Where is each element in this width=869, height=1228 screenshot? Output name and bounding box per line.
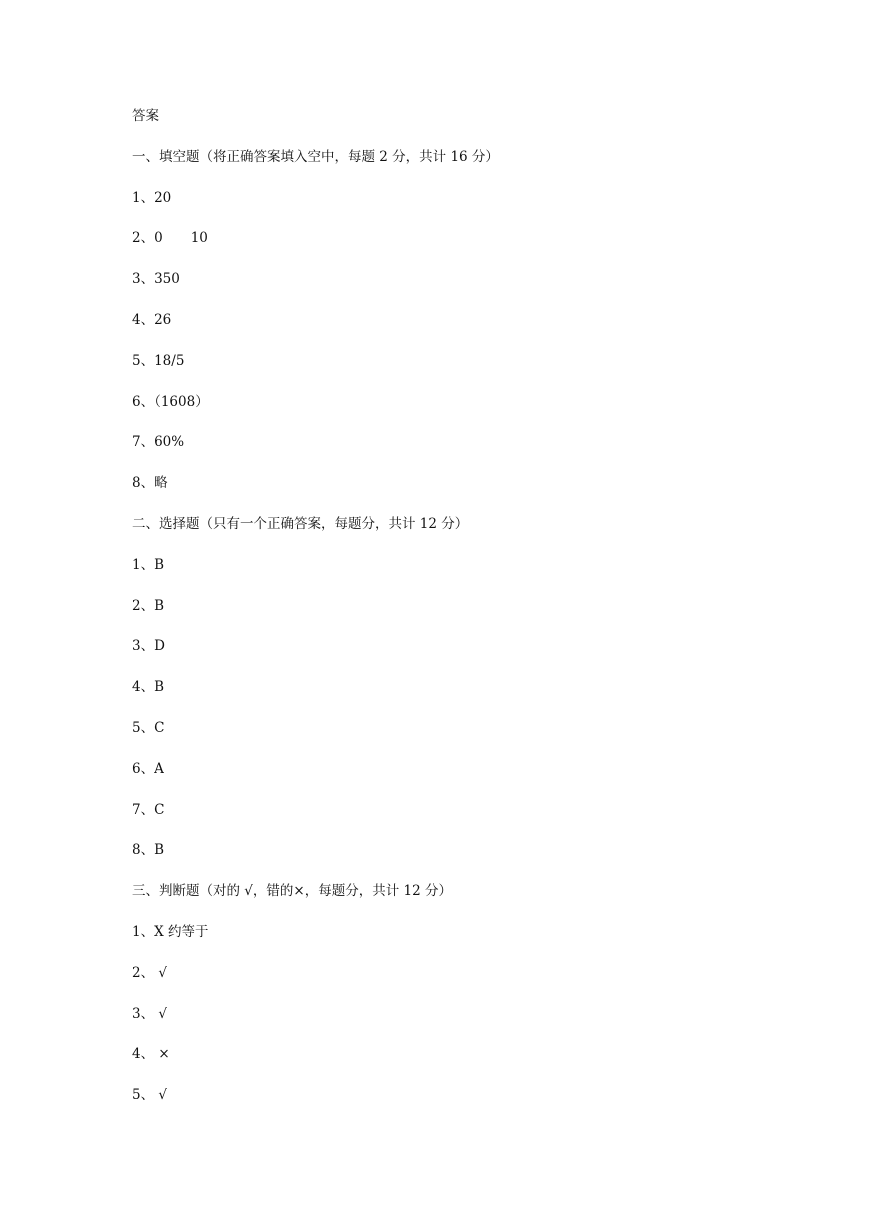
list-item — [132, 922, 772, 942]
list-item — [132, 1085, 772, 1105]
answer-number: 8、 — [132, 475, 155, 492]
list-item — [132, 351, 772, 371]
answer-text: 350 — [154, 271, 180, 288]
answer-text: B — [154, 597, 165, 614]
list-item — [132, 718, 772, 738]
section-heading-true-false: 三、判断题（对的 √，错的×，每题分，共计 12 分） — [132, 883, 452, 900]
answer-number: 2、 — [132, 597, 155, 614]
list-item — [132, 392, 772, 412]
answer-text: 26 — [154, 311, 172, 328]
answer-number: 7、 — [132, 434, 155, 451]
answer-number: 4、 — [132, 1046, 155, 1063]
list-item — [132, 677, 772, 697]
answer-number: 8、 — [132, 842, 155, 859]
answer-number: 5、 — [132, 352, 155, 369]
list-item — [132, 188, 772, 208]
answer-number: 7、 — [132, 801, 155, 818]
list-item — [132, 596, 772, 616]
answer-text: 18/5 — [154, 352, 185, 369]
answer-number: 3、 — [132, 271, 155, 288]
list-item — [132, 310, 772, 330]
answer-text: 60% — [154, 434, 185, 451]
list-item — [132, 636, 772, 656]
answer-text: B — [154, 842, 165, 859]
document-title: 答案 — [132, 108, 159, 124]
answer-text: 0 — [154, 230, 163, 247]
section-heading-multiple-choice: 二、选择题（只有一个正确答案，每题分，共计 12 分） — [132, 515, 469, 532]
answer-number: 3、 — [132, 638, 155, 655]
list-item — [132, 800, 772, 820]
answer-number: 1、 — [132, 189, 155, 206]
answer-text: C — [154, 801, 165, 818]
list-item — [132, 1004, 772, 1024]
answer-text: B — [154, 556, 165, 573]
answer-number: 1、 — [132, 923, 155, 940]
list-item — [132, 759, 772, 779]
answer-number: 4、 — [132, 679, 155, 696]
answer-text: √ — [154, 1087, 167, 1104]
list-item — [132, 269, 772, 289]
list-item — [132, 840, 772, 860]
answer-number: 6、 — [132, 760, 155, 777]
answer-number: 6、 — [132, 393, 155, 410]
list-item — [132, 555, 772, 575]
section-heading-fill-in: 一、填空题（将正确答案填入空中，每题 2 分，共计 16 分） — [132, 148, 499, 165]
answer-number: 4、 — [132, 311, 155, 328]
answer-text: A — [154, 760, 164, 777]
answer-text: C — [154, 719, 165, 736]
answer-number: 5、 — [132, 1087, 155, 1104]
answer-number: 5、 — [132, 719, 155, 736]
answer-text: 略 — [154, 475, 168, 492]
list-item — [132, 432, 772, 452]
answer-number: 2、 — [132, 964, 155, 981]
answer-text: √ — [154, 1005, 167, 1022]
answer-text: （1608） — [154, 393, 209, 410]
answer-text: √ — [154, 964, 167, 981]
answer-text: 20 — [154, 189, 172, 206]
answer-number: 1、 — [132, 556, 155, 573]
answer-number: 2、 — [132, 230, 155, 247]
answer-number: 3、 — [132, 1005, 155, 1022]
list-item — [132, 963, 772, 983]
answer-key — [132, 106, 772, 1126]
list-item — [132, 473, 772, 493]
list-item — [132, 228, 772, 248]
answer-text: × — [154, 1046, 170, 1063]
answer-text: D — [154, 638, 165, 655]
answer-text: X 约等于 — [154, 923, 209, 940]
answer-text-extra: 10 — [190, 230, 208, 247]
answer-text: B — [154, 679, 165, 696]
list-item — [132, 1044, 772, 1064]
